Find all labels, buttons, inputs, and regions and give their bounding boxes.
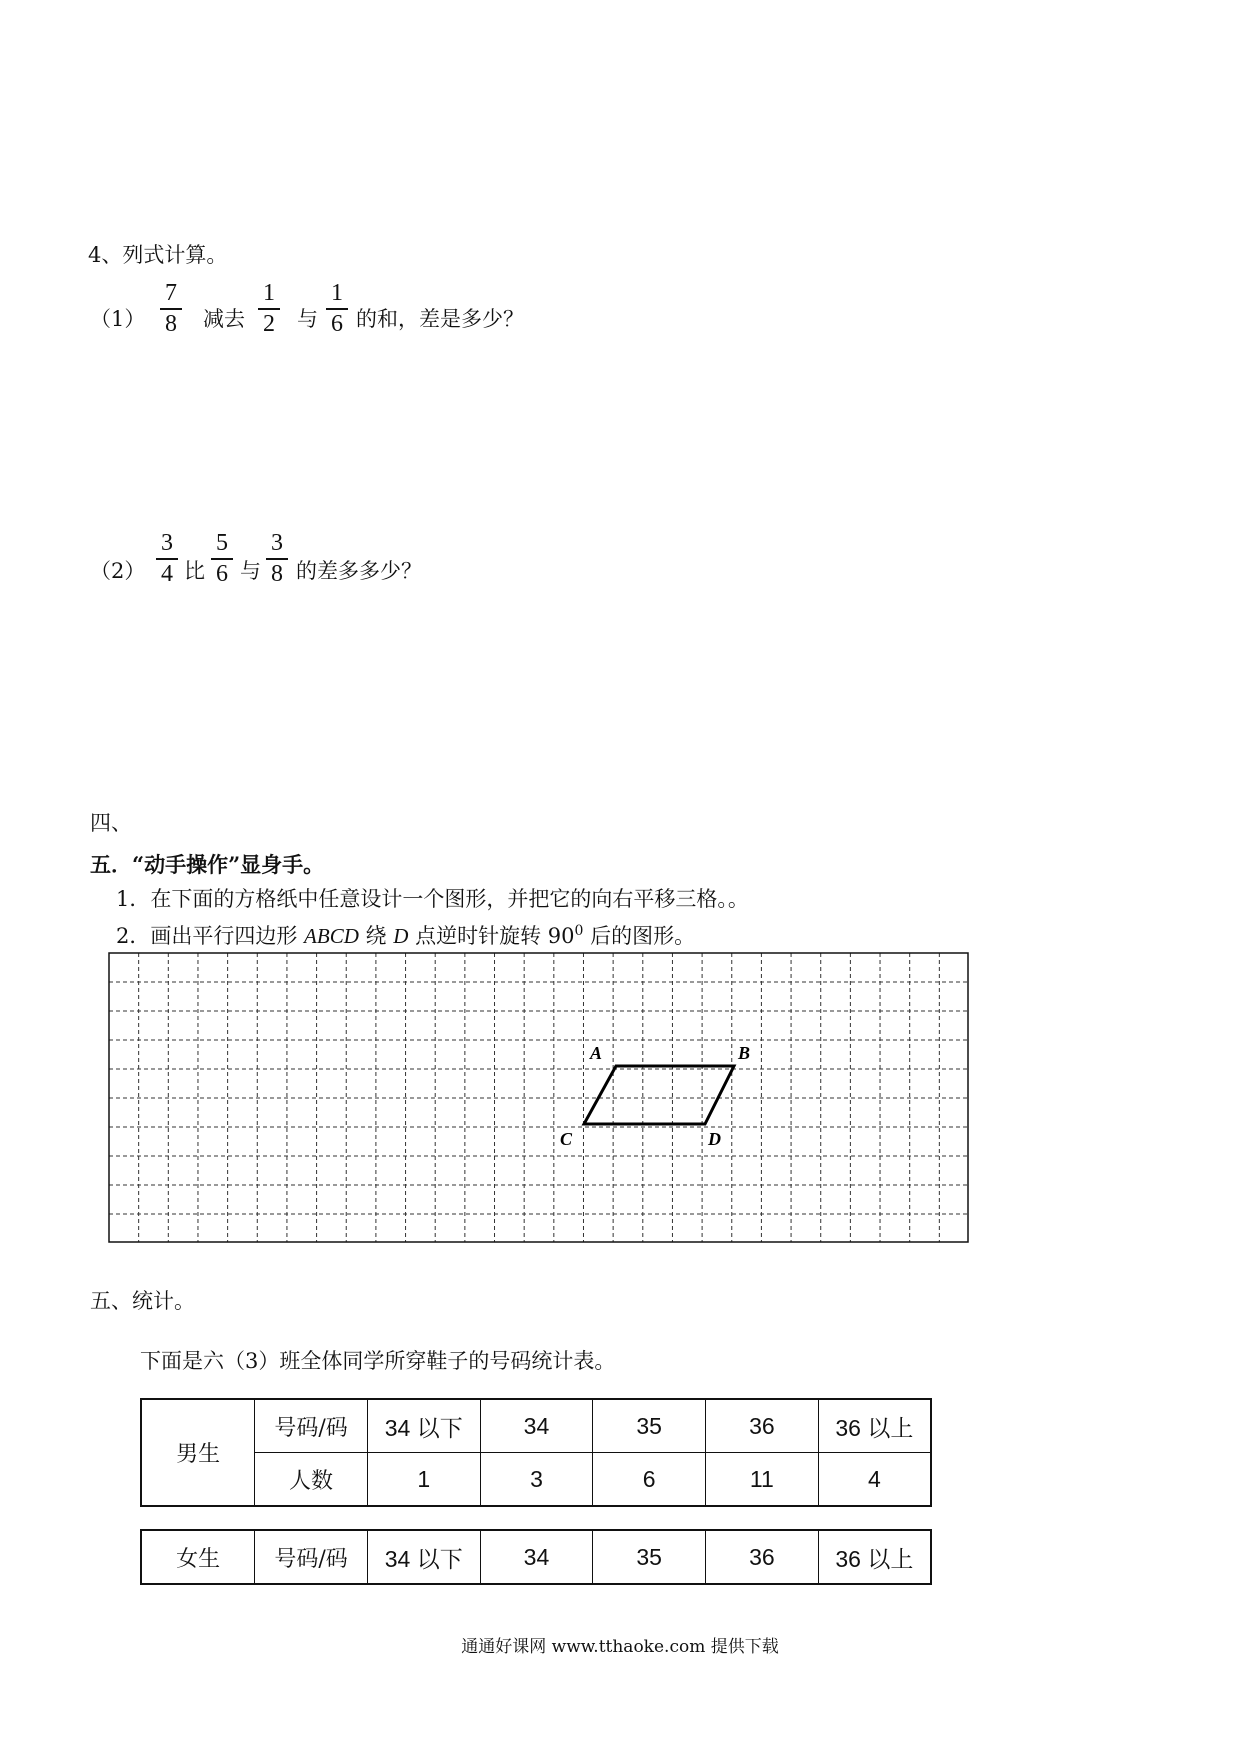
denominator: 4 — [161, 561, 173, 587]
q4-heading: 4、列式计算。 — [88, 243, 228, 267]
group-cell: 女生 — [141, 1530, 255, 1584]
fraction — [266, 531, 288, 586]
label-a: A — [590, 1043, 603, 1063]
footer-credit: 通通好课网 www.tthaoke.com 提供下载 — [461, 1637, 779, 1657]
fraction — [156, 531, 178, 586]
numerator: 7 — [165, 280, 177, 306]
numerator: 1 — [331, 280, 343, 306]
statistics-heading: 五、统计。 — [90, 1289, 195, 1313]
table-cell: 6 — [593, 1453, 706, 1507]
denominator: 8 — [271, 561, 283, 587]
text: 绕 — [358, 924, 394, 948]
table-cell: 35 — [593, 1399, 706, 1453]
fraction — [211, 531, 233, 586]
denominator: 2 — [263, 311, 275, 337]
numerator: 3 — [161, 530, 173, 556]
table-cell: 4 — [818, 1453, 931, 1507]
label-b: B — [738, 1043, 751, 1063]
statistics-intro: 下面是六（3）班全体同学所穿鞋子的号码统计表。 — [140, 1349, 616, 1373]
table-cell: 36 — [706, 1399, 819, 1453]
fraction — [160, 281, 182, 336]
text: 2．画出平行四边形 — [116, 924, 305, 948]
grid-paper — [108, 952, 970, 1244]
table-cell: 36 以上 — [818, 1399, 931, 1453]
section-four-heading: 四、 — [90, 811, 132, 835]
table-cell: 34 — [480, 1530, 593, 1584]
table-cell: 34 以下 — [367, 1399, 480, 1453]
point-name: D — [393, 924, 409, 948]
table-row — [141, 1453, 931, 1507]
girls-shoe-table — [140, 1529, 932, 1585]
problem-number: （1） — [90, 307, 146, 331]
text: 减去 — [203, 307, 245, 331]
text: 后的图形。 — [583, 924, 696, 948]
fraction — [326, 281, 348, 336]
row-header: 号码/码 — [255, 1399, 368, 1453]
hands-on-heading: 五．“动手操作”显身手。 — [90, 852, 325, 877]
degree-superscript: 0 — [574, 923, 584, 939]
table-row — [141, 1399, 931, 1453]
denominator: 6 — [216, 561, 228, 587]
text: 点逆时针旋转 90 — [408, 924, 575, 948]
text: 比 — [184, 559, 205, 583]
numerator: 1 — [263, 280, 275, 306]
table-cell: 34 以下 — [367, 1530, 480, 1584]
text: 的和，差是多少？ — [356, 307, 524, 331]
table-cell: 36 以上 — [818, 1530, 931, 1584]
text: 与 — [297, 307, 318, 331]
instruction-2 — [116, 918, 695, 949]
row-header: 号码/码 — [255, 1530, 368, 1584]
table-cell: 34 — [480, 1399, 593, 1453]
table-cell: 11 — [706, 1453, 819, 1507]
boys-shoe-table — [140, 1398, 932, 1507]
table-cell: 35 — [593, 1530, 706, 1584]
parallelogram-abcd — [584, 1066, 734, 1124]
group-cell: 男生 — [141, 1399, 255, 1506]
numerator: 3 — [271, 530, 283, 556]
table-cell: 1 — [367, 1453, 480, 1507]
table-cell: 3 — [480, 1453, 593, 1507]
parallelogram-name: ABCD — [304, 924, 359, 948]
label-c: C — [560, 1129, 573, 1149]
numerator: 5 — [216, 530, 228, 556]
denominator: 8 — [165, 311, 177, 337]
text: 的差多多少？ — [296, 559, 422, 583]
problem-number: （2） — [90, 559, 146, 583]
instruction-1: 1．在下面的方格纸中任意设计一个图形，并把它的向右平移三格。。 — [116, 887, 749, 911]
table-cell: 36 — [706, 1530, 819, 1584]
text: 与 — [240, 559, 261, 583]
fraction — [258, 281, 280, 336]
label-d: D — [708, 1129, 721, 1149]
denominator: 6 — [331, 311, 343, 337]
table-row — [141, 1530, 931, 1584]
row-header: 人数 — [255, 1453, 368, 1507]
